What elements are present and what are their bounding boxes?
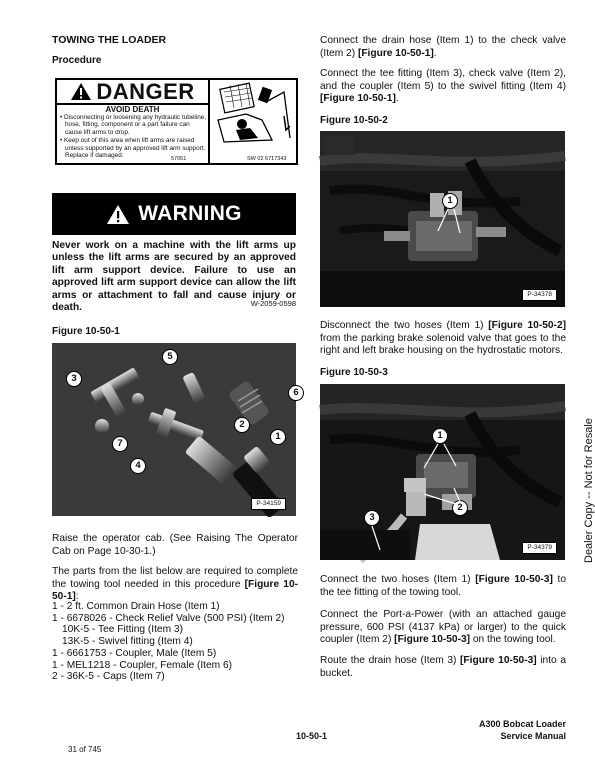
list-item: 1 - 6678026 - Check Relief Valve (500 PSI) (Item 2) <box>52 612 285 624</box>
text-run: from the parking brake solenoid valve that goes to the right and left brake housing on the hydrostatic motors. <box>320 332 566 356</box>
callout-item-3: 3 <box>364 510 380 526</box>
callout-item-6: 6 <box>288 385 304 401</box>
decal-code: 57051 <box>171 156 187 162</box>
callout-item-1: 1 <box>270 429 286 445</box>
figure-caption: Figure 10-50-2 <box>320 115 388 126</box>
parts-list <box>52 601 302 683</box>
page-number: 10-50-1 <box>296 731 328 741</box>
manual-title-line: A300 Bobcat Loader <box>478 719 566 729</box>
list-item: 2 - 36K-5 - Caps (Item 7) <box>52 671 165 683</box>
callout-leader-lines <box>320 131 565 307</box>
list-item: 1 - MEL1218 - Coupler, Female (Item 6) <box>52 659 233 671</box>
warning-text: Never work on a machine with the lift arms up unless the lift arms are secured by an approved lift arm support device. Failure to use an approved lift arm support device can allow the lift arms or attachment to fall and cause injury or death. <box>52 240 296 314</box>
figure-reference: [Figure 10-50-3] <box>460 655 537 666</box>
text-run: Connect the drain hose (Item 1) to the check valve (Item 2) <box>320 35 566 59</box>
warning-triangle-icon <box>106 204 130 225</box>
figure-caption: Figure 10-50-1 <box>52 326 120 337</box>
text-run: Route the drain hose (Item 3) <box>320 655 461 666</box>
paragraph <box>320 35 566 60</box>
callout-leader-lines <box>320 384 565 560</box>
figure-photo-hoses <box>320 131 565 307</box>
figure-photo-towing-tool <box>320 384 565 560</box>
text-run: The parts from the list below are required to complete the towing tool needed in this procedure <box>52 566 298 590</box>
text-run: on the towing tool. <box>470 634 556 645</box>
text-run: into a bucket. <box>320 655 566 679</box>
figure-reference: [Figure 10-50-1] <box>52 578 299 602</box>
text-run: to the tee fitting of the towing tool. <box>320 574 567 598</box>
list-item: 1 - 6661753 - Coupler, Male (Item 5) <box>52 647 217 659</box>
callout-item-7: 7 <box>112 436 128 452</box>
parts-illustration <box>52 343 296 516</box>
side-note <box>564 400 595 563</box>
text-run: . <box>433 47 437 59</box>
callout-item-2: 2 <box>234 417 250 433</box>
photo-label: P-34379 <box>522 542 557 554</box>
manual-title <box>420 719 566 742</box>
page-count: 31 of 745 <box>68 745 102 754</box>
manual-title-line: Service Manual <box>500 730 566 741</box>
warning-code: W-2059-0598 <box>250 299 296 308</box>
text-run: . <box>395 93 399 104</box>
figure-reference: [Figure 10-50-3] <box>475 574 553 585</box>
text-run: Disconnect the two hoses (Item 1) <box>320 320 489 331</box>
callout-item-4: 4 <box>130 458 146 474</box>
procedure-heading: Procedure <box>52 55 102 66</box>
warning-triangle-icon <box>70 82 92 101</box>
paragraph <box>320 320 566 358</box>
text-run: : <box>75 591 79 602</box>
callout-item-1: 1 <box>432 428 448 444</box>
text-run: Connect the Port-a-Power (with an attached gauge pressure, 600 PSI (4137 kPa) or larger) to the quick coupler (Item 2) <box>320 609 566 645</box>
list-item: 13K-5 - Swivel fitting (Item 4) <box>62 636 193 648</box>
danger-bullet: • Disconnecting or loosening any hydraulic tubeline, hose, fitting, component or a part failure can cause lift arms to drop. <box>60 114 207 136</box>
figure-reference: [Figure 10-50-2] <box>488 320 567 331</box>
paragraph <box>320 655 566 680</box>
danger-subtitle: AVOID DEATH <box>105 105 160 114</box>
danger-decal <box>55 78 298 165</box>
figure-reference: [Figure 10-50-3] <box>394 634 471 645</box>
raise-cab-paragraph: Raise the operator cab. (See Raising The Operator Cab on Page 10-30-1.) <box>52 533 298 557</box>
figure-caption: Figure 10-50-3 <box>320 367 388 378</box>
callout-item-2: 2 <box>452 500 468 516</box>
section-title: TOWING THE LOADER <box>52 34 167 46</box>
text-run: Connect the tee fitting (Item 3), check valve (Item 2), and the coupler (Item 5) to the swivel fitting (Item 4) <box>320 68 566 92</box>
list-item: 10K-5 - Tee Fitting (Item 3) <box>62 624 183 636</box>
lift-arm-illustration <box>210 80 296 152</box>
danger-bullets <box>60 114 208 160</box>
paragraph <box>320 574 566 599</box>
figure-reference: [Figure 10-50-1] <box>357 47 434 59</box>
parts-intro-paragraph <box>52 566 298 604</box>
dealer-copy-note: Dealer Copy -- Not for Resale <box>583 418 595 563</box>
decal-part-number: SW 02 6717343 <box>247 156 287 162</box>
danger-bullet: • Keep out of this area when lift arms are raised unless supported by an approved lift arm support. Replace if damaged. <box>60 137 206 160</box>
callout-item-3: 3 <box>66 371 82 387</box>
text-run: Connect the two hoses (Item 1) <box>320 574 476 585</box>
photo-label: P-34159 <box>251 498 286 510</box>
figure-photo-parts <box>52 343 299 516</box>
paragraph <box>320 68 566 106</box>
danger-banner <box>57 80 208 105</box>
photo-label: P-34378 <box>522 289 557 301</box>
warning-word: WARNING <box>138 202 242 225</box>
callout-item-1: 1 <box>442 193 458 209</box>
list-item: 1 - 2 ft. Common Drain Hose (Item 1) <box>52 601 220 612</box>
paragraph <box>320 609 566 647</box>
warning-banner <box>52 193 296 235</box>
danger-word: DANGER <box>96 78 195 104</box>
figure-reference: [Figure 10-50-1] <box>320 93 396 104</box>
callout-item-5: 5 <box>162 349 178 365</box>
